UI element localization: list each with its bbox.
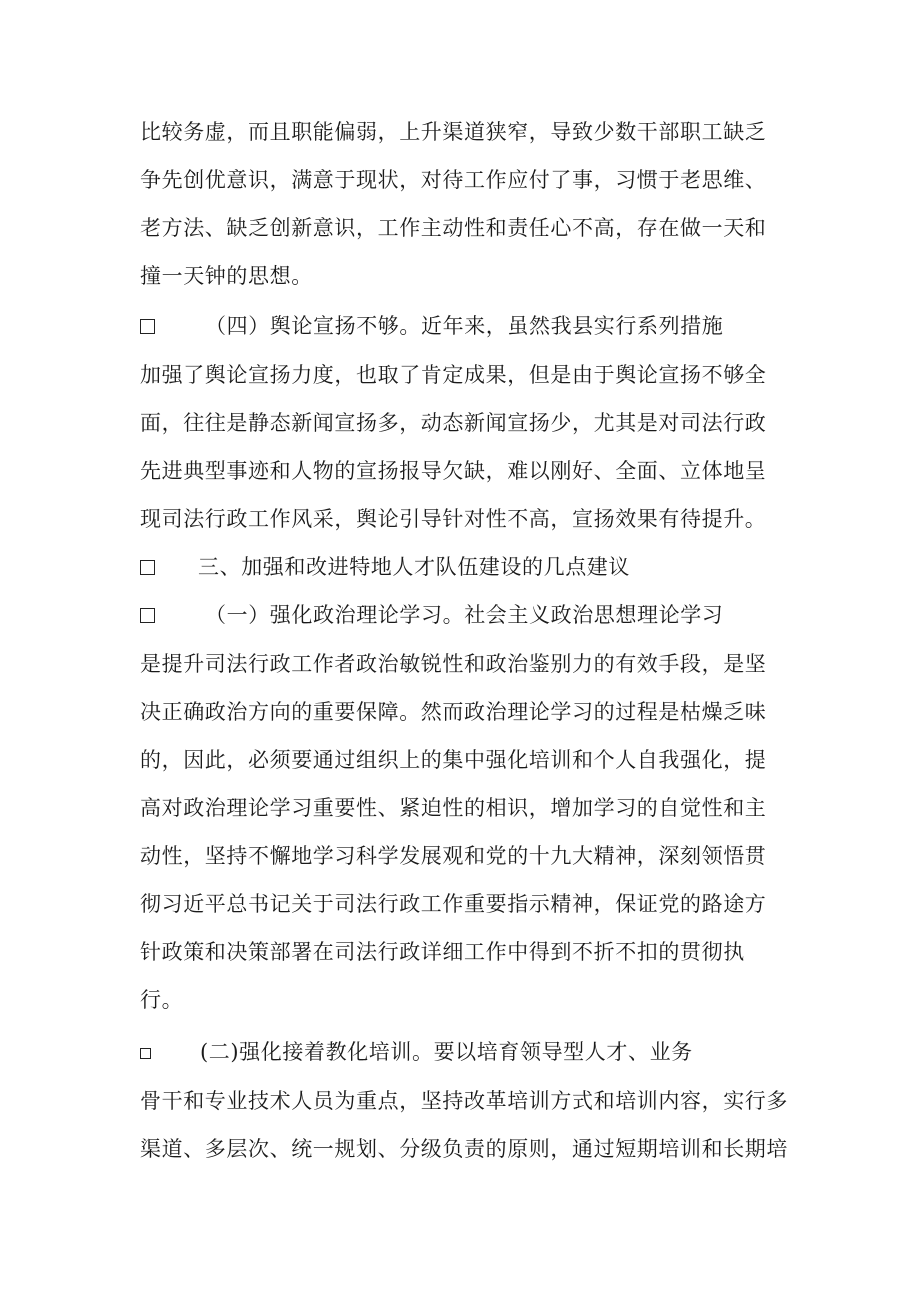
paragraph-line: 骨干和专业技术人员为重点，坚持改革培训方式和培训内容，实行多 [140,1089,788,1113]
paragraph-line: 高对政治理论学习重要性、紧迫性的相识，增加学习的自觉性和主 [140,796,767,820]
paragraph-line: 是提升司法行政工作者政治敏锐性和政治鉴别力的有效手段，是坚 [140,652,767,676]
paragraph-line: 动性，坚持不懈地学习科学发展观和党的十九大精神，深刻领悟贯 [140,844,767,868]
checkbox-icon [140,319,155,334]
checkbox-icon [140,1048,151,1059]
paragraph-line: 的，因此，必须要通过组织上的集中强化培训和个人自我强化，提 [140,748,767,772]
paragraph-line: 针政策和决策部署在司法行政详细工作中得到不折不扣的贯彻执 [140,940,745,964]
paragraph-line: 彻习近平总书记关于司法行政工作重要指示精神，保证党的路途方 [140,892,767,916]
paragraph-line: 老方法、缺乏创新意识，工作主动性和责任心不高，存在做一天和 [140,216,767,240]
section-heading-4: （四）舆论宣扬不够。近年来，虽然我县实行系列措施 [205,314,724,338]
checkbox-icon [140,560,155,575]
paragraph-line: 先进典型事迹和人物的宣扬报导欠缺，难以刚好、全面、立体地呈 [140,459,767,483]
paragraph-line: 行。 [140,988,184,1012]
section-heading-1: （一）强化政治理论学习。社会主义政治思想理论学习 [205,603,724,627]
paragraph-line: 渠道、多层次、统一规划、分级负责的原则，通过短期培训和长期培 [140,1137,788,1161]
section-heading-3: 三、加强和改进特地人才队伍建设的几点建议 [198,555,630,579]
paragraph-line: 面，往往是静态新闻宣扬多，动态新闻宣扬少，尤其是对司法行政 [140,411,767,435]
paragraph-line: 决正确政治方向的重要保障。然而政治理论学习的过程是枯燥乏味 [140,700,767,724]
paragraph-line: 比较务虚，而且职能偏弱，上升渠道狭窄，导致少数干部职工缺乏 [140,120,767,144]
paragraph-line: 加强了舆论宣扬力度，也取了肯定成果，但是由于舆论宣扬不够全 [140,363,767,387]
section-heading-2: (二)强化接着教化培训。要以培育领导型人才、业务 [200,1040,693,1064]
paragraph-line: 争先创优意识，满意于现状，对待工作应付了事，习惯于老思维、 [140,168,767,192]
paragraph-line: 撞一天钟的思想。 [140,264,313,288]
checkbox-icon [140,608,155,623]
paragraph-line: 现司法行政工作风采，舆论引导针对性不高，宣扬效果有待提升。 [140,507,767,531]
